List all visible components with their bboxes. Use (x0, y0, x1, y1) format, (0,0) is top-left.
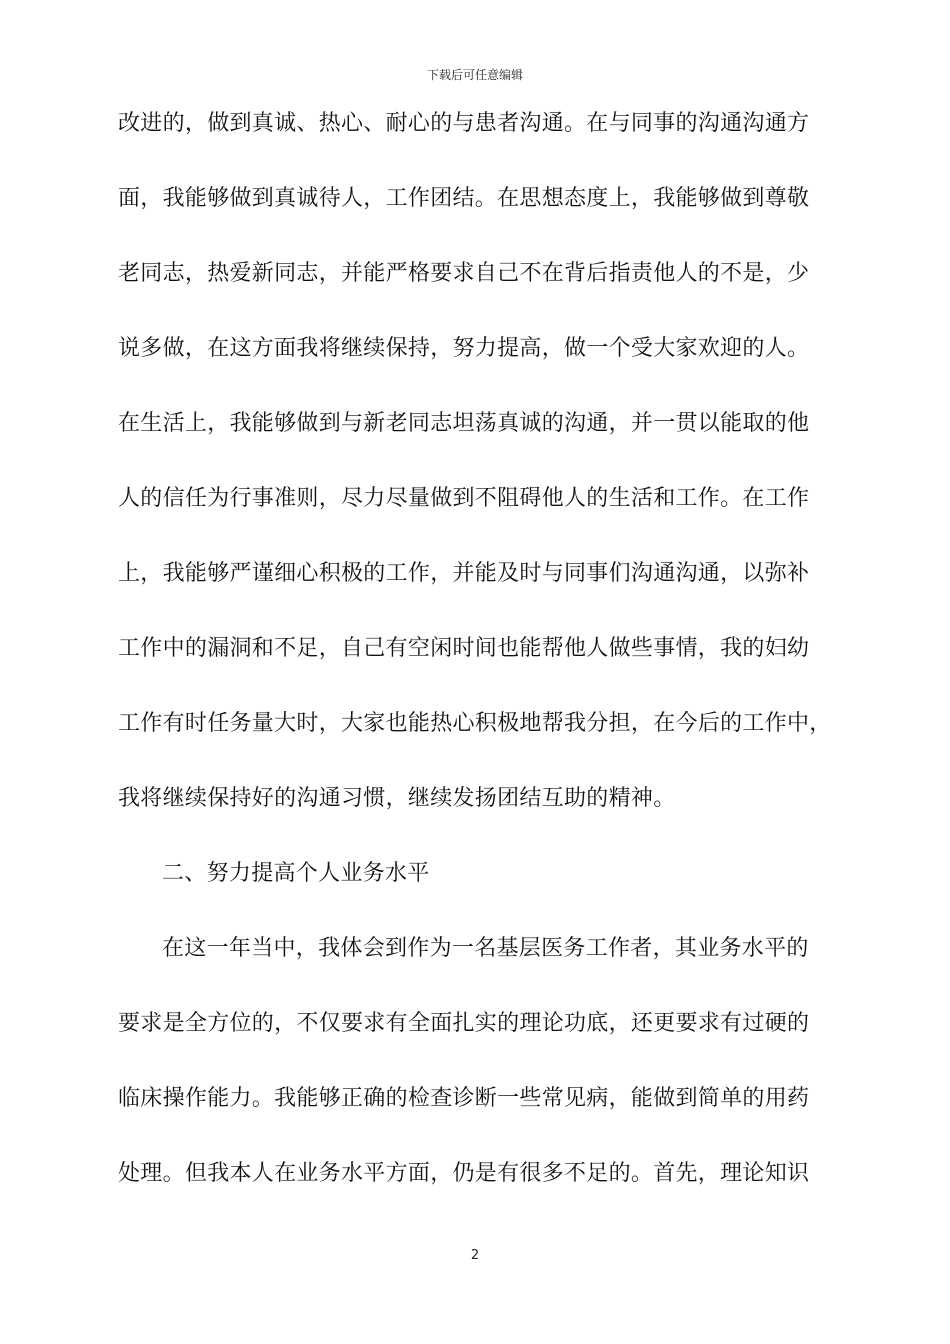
body-line: 改进的，做到真诚、热心、耐心的与患者沟通。在与同事的沟通沟通方 (118, 111, 810, 136)
document-body (118, 105, 838, 1230)
body-line: 人的信任为行事准则，尽力尽量做到不阻碍他人的生活和工作。在工作 (118, 486, 810, 511)
page-number: 2 (470, 1248, 480, 1263)
body-line: 上，我能够严谨细心积极的工作，并能及时与同事们沟通沟通，以弥补 (118, 561, 810, 586)
body-line: 处理。但我本人在业务水平方面，仍是有很多不足的。首先，理论知识 (118, 1161, 810, 1186)
body-line: 面，我能够做到真诚待人，工作团结。在思想态度上，我能够做到尊敬 (118, 186, 810, 211)
body-line: 临床操作能力。我能够正确的检查诊断一些常见病，能做到简单的用药 (118, 1086, 810, 1111)
page-header: 下载后可任意编辑 (426, 68, 523, 82)
body-line: 老同志，热爱新同志，并能严格要求自己不在背后指责他人的不是，少 (118, 261, 810, 286)
body-line: 我将继续保持好的沟通习惯，继续发扬团结互助的精神。 (118, 786, 676, 811)
body-line: 要求是全方位的，不仅要求有全面扎实的理论功底，还更要求有过硬的 (118, 1011, 810, 1036)
body-line: 说多做，在这方面我将继续保持，努力提高，做一个受大家欢迎的人。 (118, 336, 810, 361)
body-line: 在生活上，我能够做到与新老同志坦荡真诚的沟通，并一贯以能取的他 (118, 411, 810, 436)
body-line: 在这一年当中，我体会到作为一名基层医务工作者，其业务水平的 (162, 936, 809, 961)
body-line: 工作有时任务量大时，大家也能热心积极地帮我分担，在今后的工作中， (118, 711, 832, 736)
body-line: 工作中的漏洞和不足，自己有空闲时间也能帮他人做些事情，我的妇幼 (118, 636, 810, 661)
section-heading: 二、努力提高个人业务水平 (162, 861, 430, 886)
